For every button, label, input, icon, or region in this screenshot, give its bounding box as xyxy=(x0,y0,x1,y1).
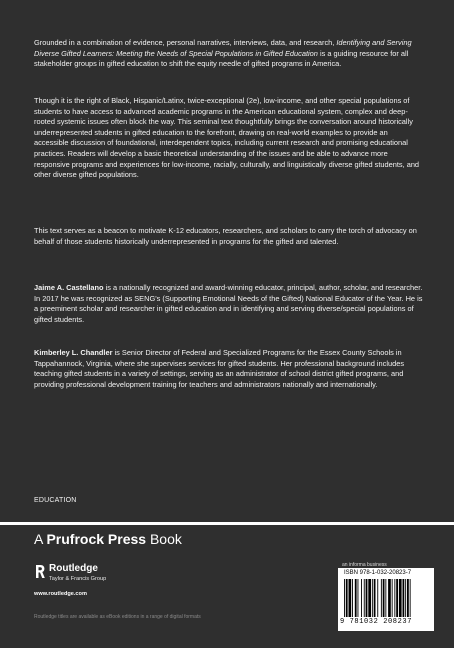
author-bio-text: is a nationally recognized and award-winning educator, principal, author, scholar, and researcher. In 2017 he was recognized as SENG's (Supporting Emotional Needs of the Gifted) National Educator of the Year. He is a preeminent scholar and researcher in gifted education and in identifying and serving diverse/special populations of gifted students. xyxy=(34,283,423,324)
barcode-bar xyxy=(392,579,393,617)
imprint-prefix: A xyxy=(34,531,47,547)
barcode-bar xyxy=(358,579,359,617)
barcode-bar xyxy=(396,579,398,617)
barcode-bar xyxy=(368,579,371,617)
description-paragraph-3 xyxy=(34,226,424,247)
barcode-bar xyxy=(403,579,405,617)
description-closing: This text serves as a beacon to motivate K-12 educators, researchers, and scholars to carry the torch of advocacy on behalf of those students historically underrepresented in programs for the gifted and talented. xyxy=(34,226,417,246)
author-bio-text: is Senior Director of Federal and Specialized Programs for the Essex County Schools in Tappahannock, Virginia, where she supervises services for gifted students. Her professional background includes teaching gifted students in a variety of settings, serving as an administrator of school district gifted programs, and providing professional development training for teachers and administrators nationally and internationally. xyxy=(34,348,405,389)
routledge-logo-icon xyxy=(34,564,45,579)
isbn-text: ISBN 978-1-032-20823-7 xyxy=(344,570,412,576)
barcode-bar xyxy=(381,579,382,617)
description-paragraph-2 xyxy=(34,96,424,181)
barcode-bar xyxy=(385,579,386,617)
barcode-bar xyxy=(352,579,353,617)
barcode-bar xyxy=(355,579,357,617)
subject-category: EDUCATION xyxy=(34,497,77,504)
barcode-icon xyxy=(343,579,429,617)
barcode-bar xyxy=(388,579,391,617)
informa-tagline: an informa business xyxy=(342,562,387,568)
barcode-bar xyxy=(374,579,376,617)
author-bio-castellano xyxy=(34,283,424,325)
barcode-bar xyxy=(410,579,411,617)
barcode-bar xyxy=(366,579,368,617)
author-name: Jaime A. Castellano xyxy=(34,283,104,292)
imprint-suffix: Book xyxy=(146,531,182,547)
barcode-bar xyxy=(344,579,345,617)
routledge-group: Taylor & Francis Group xyxy=(49,576,107,582)
barcode-bar xyxy=(361,579,362,617)
barcode-bar xyxy=(346,579,348,617)
book-title-italic: Identifying and Serving Diverse Gifted Learners: Meeting the Needs of Special Populations in Gifted Education xyxy=(34,38,412,58)
imprint-name: Prufrock Press xyxy=(46,531,147,547)
barcode-bar xyxy=(407,579,409,617)
description-intro: Grounded in a combination of evidence, personal narratives, interviews, data, and research, xyxy=(34,38,337,47)
publisher-url[interactable]: www.routledge.com xyxy=(34,591,87,597)
barcode-bar xyxy=(349,579,352,617)
barcode-bar xyxy=(364,579,365,617)
author-bio-chandler xyxy=(34,348,424,390)
description-body: Though it is the right of Black, Hispanic/Latinx, twice-exceptional (2e), low-income, and other special populations of students to have access to advanced academic programs in the American educational system, complex and deep-rooted systemic issues often block the way. This seminal text thoughtfully brings the conversation around historically underrepresented students in gifted education to the forefront, drawing on real-world examples to provide an accessible discussion of foundational, interdependent topics, including current research and promising educational practices. Readers will develop a basic theoretical understanding of the issues and be able to advance more responsive programs and experiences for low-income, racially, culturally, and linguistically diverse gifted students, and other diverse gifted populations. xyxy=(34,96,420,180)
ebook-note: Routledge titles are available as eBook editions in a range of digital formats xyxy=(34,614,201,620)
barcode-bar xyxy=(383,579,385,617)
routledge-name: Routledge xyxy=(49,563,98,574)
barcode-number: 9 781032 208237 xyxy=(340,618,413,626)
publisher-imprint-line xyxy=(34,531,182,547)
author-name: Kimberley L. Chandler xyxy=(34,348,113,357)
barcode-bar xyxy=(372,579,373,617)
description-intro-end: is a guiding resource for all stakeholder groups in gifted education to shift the equity needle of gifted programs in America. xyxy=(34,48,409,69)
barcode-bar xyxy=(394,579,395,617)
barcode-bar xyxy=(405,579,406,617)
barcode-bar xyxy=(399,579,402,617)
barcode-bar xyxy=(377,579,378,617)
description-paragraph-1 xyxy=(34,38,424,70)
barcode-panel xyxy=(338,568,434,631)
divider-rule xyxy=(0,522,454,525)
